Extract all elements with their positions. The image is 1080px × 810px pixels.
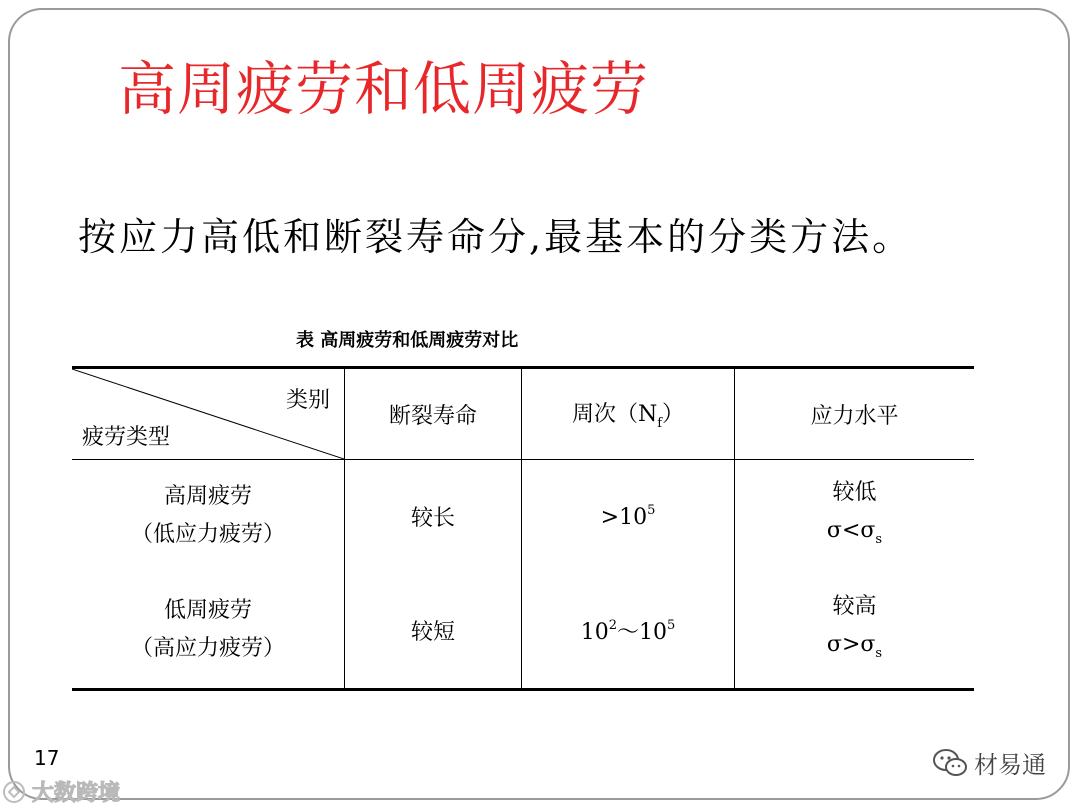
- type-alias: （低应力疲劳）: [130, 522, 285, 547]
- cell-life: 较短: [345, 572, 522, 690]
- page-number: 17: [34, 746, 60, 770]
- watermark-left: [2, 776, 120, 807]
- stress-subscript: s: [875, 645, 883, 661]
- table-caption: 表 高周疲劳和低周疲劳对比: [296, 330, 519, 351]
- cycles-exponent-upper: 5: [667, 617, 676, 633]
- slide-subtitle: 按应力高低和断裂寿命分,最基本的分类方法。: [78, 215, 914, 259]
- stress-level: 较高: [832, 593, 877, 619]
- platform-logo-icon: [2, 780, 28, 804]
- cell-cycles: [522, 460, 735, 573]
- wechat-icon: [932, 748, 968, 778]
- stress-relation: [735, 512, 974, 559]
- cycles-base: 10: [580, 619, 609, 645]
- cell-cycles: [522, 572, 735, 690]
- header-cycles-prefix: 周次（N: [571, 402, 658, 427]
- stress-subscript: s: [875, 531, 883, 547]
- cell-life: 较长: [345, 460, 522, 573]
- cycles-base: >10: [600, 504, 648, 530]
- watermark-right: [932, 745, 1046, 780]
- stress-relation-text: σ<σ: [826, 517, 876, 543]
- cycles-separator: ～: [616, 619, 639, 645]
- header-cycles-suffix: ）: [662, 402, 685, 427]
- header-life: 断裂寿命: [345, 368, 522, 460]
- watermark-right-text: 材易通: [974, 751, 1046, 779]
- stress-relation: [735, 626, 974, 673]
- cell-stress: [735, 460, 975, 573]
- cycles-exponent: 2: [608, 617, 617, 633]
- watermark-left-text: 大数跨境: [32, 781, 121, 806]
- corner-header-cell: [72, 368, 345, 460]
- cycles-base-upper: 10: [639, 619, 667, 645]
- type-alias: （高应力疲劳）: [130, 636, 285, 661]
- cell-type: [72, 460, 345, 573]
- corner-label-category: 类别: [285, 388, 330, 413]
- corner-label-fatigue-type: 疲劳类型: [82, 425, 171, 450]
- table-row: [72, 572, 974, 690]
- cell-stress: [735, 572, 975, 690]
- type-name: 高周疲劳: [163, 484, 252, 509]
- header-cycles-subscript: f: [657, 416, 663, 431]
- table-row: [72, 460, 974, 573]
- header-stress: 应力水平: [735, 368, 975, 460]
- cycles-exponent: 5: [647, 502, 656, 518]
- table-header-row: [72, 368, 974, 460]
- stress-relation-text: σ>σ: [826, 631, 876, 657]
- cell-type: [72, 572, 345, 690]
- comparison-table: [72, 366, 974, 691]
- type-name: 低周疲劳: [163, 598, 252, 623]
- slide-title: 高周疲劳和低周疲劳: [118, 55, 650, 123]
- stress-level: 较低: [832, 479, 877, 505]
- header-cycles: [522, 368, 735, 460]
